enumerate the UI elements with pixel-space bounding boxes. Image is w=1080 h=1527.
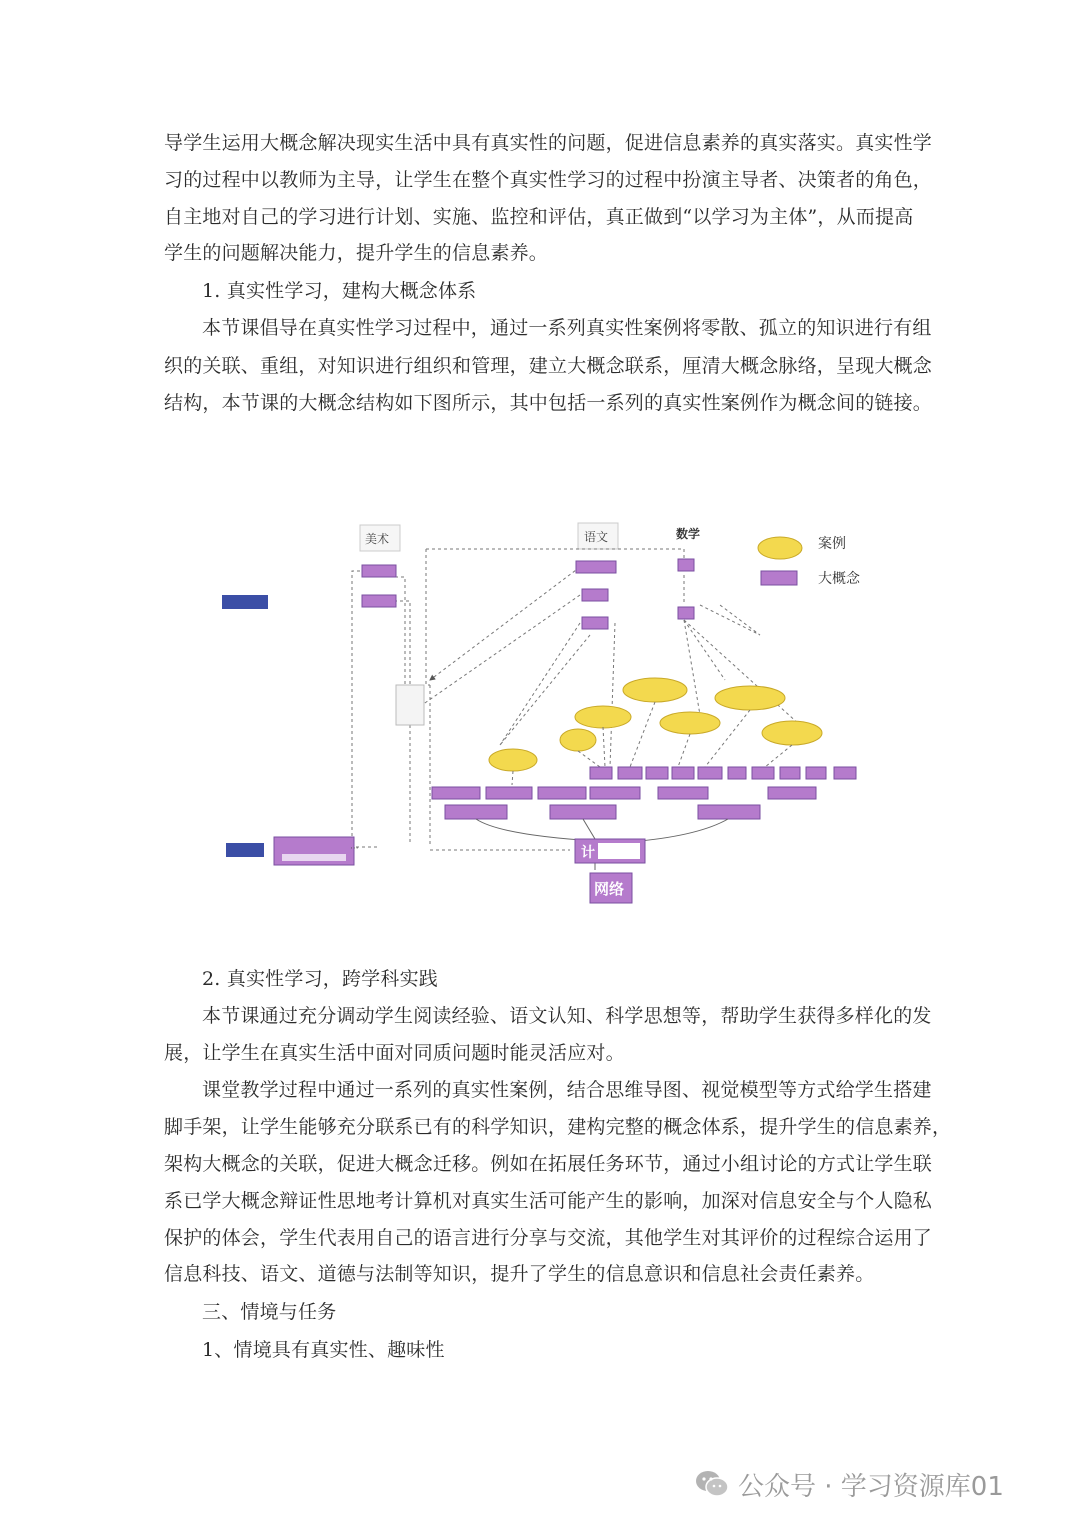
svg-text:···: ···: [350, 844, 359, 854]
discipline-concept-tag: [226, 843, 264, 857]
paragraph-line: 信息科技、语文、道德与法制等知识，提升了学生的信息意识和信息社会责任素养。: [164, 1263, 875, 1285]
paragraph-line: 导学生运用大概念解决现实生活中具有真实性的问题，促进信息素养的真实落实。真实性学: [164, 132, 933, 154]
watermark-text: 公众号 · 学习资源库01: [738, 1471, 1004, 1502]
paragraph-line: 系已学大概念辩证性思地考计算机对真实生活可能产生的影响，加深对信息安全与个人隐私: [164, 1190, 933, 1212]
section-heading: 1、情境具有真实性、趣味性: [202, 1339, 445, 1361]
paragraph-line: 架构大概念的关联，促进大概念迁移。例如在拓展任务环节，通过小组讨论的方式让学生联: [164, 1153, 933, 1175]
subject-art-label: 美术: [365, 532, 390, 546]
legend-concept-icon: [761, 571, 797, 585]
paragraph-line: 习的过程中以教师为主导，让学生在整个真实性学习的过程中扮演主导者、决策者的角色，: [164, 169, 933, 191]
concept-structure-diagram: [200, 505, 880, 925]
subject-chinese-label: 语文: [584, 530, 609, 544]
paragraph-line: 展，让学生在真实生活中面对同质问题时能灵活应对。: [164, 1042, 625, 1064]
paragraph-line: 学生的问题解决能力，提升学生的信息素养。: [164, 242, 549, 264]
paragraph-line: 课堂教学过程中通过一系列的真实性案例，结合思维导图、视觉模型等方式给学生搭建: [202, 1079, 932, 1101]
legend-case-icon: [758, 537, 802, 559]
paragraph-line: 自主地对自己的学习进行计划、实施、监控和评估，真正做到“以学习为主体”，从而提高: [164, 206, 914, 228]
subject-math-label: 数学: [676, 527, 701, 541]
section-heading: 三、情境与任务: [202, 1301, 337, 1323]
paragraph-line: 结构，本节课的大概念结构如下图所示，其中包括一系列的真实性案例作为概念间的链接。: [164, 392, 933, 414]
section-heading: 2. 真实性学习，跨学科实践: [202, 968, 438, 990]
legend-case-label: 案例: [818, 536, 846, 552]
cross-discipline-concept-tag: [222, 595, 268, 609]
paragraph-line: 保护的体会，学生代表用自己的语言进行分享与交流，其他学生对其评价的过程综合运用了: [164, 1227, 933, 1249]
wechat-icon: [694, 1469, 730, 1499]
network-concept-label: 网络: [594, 880, 625, 898]
paragraph-line: 本节课倡导在真实性学习过程中，通过一系列真实性案例将零散、孤立的知识进行有组: [202, 317, 932, 339]
legend-concept-label: 大概念: [818, 571, 860, 587]
paragraph-line: 织的关联、重组，对知识进行组织和管理，建立大概念联系，厘清大概念脉络，呈现大概念: [164, 355, 933, 377]
section-heading: 1. 真实性学习，建构大概念体系: [202, 280, 477, 302]
watermark: [694, 1466, 1004, 1502]
paragraph-line: 脚手架，让学生能够充分联系已有的科学知识，建构完整的概念体系，提升学生的信息素养，: [164, 1116, 952, 1138]
paragraph-line: 本节课通过充分调动学生阅读经验、语文认知、科学思想等，帮助学生获得多样化的发: [202, 1005, 932, 1027]
computer-concept-label: 计: [581, 845, 595, 861]
